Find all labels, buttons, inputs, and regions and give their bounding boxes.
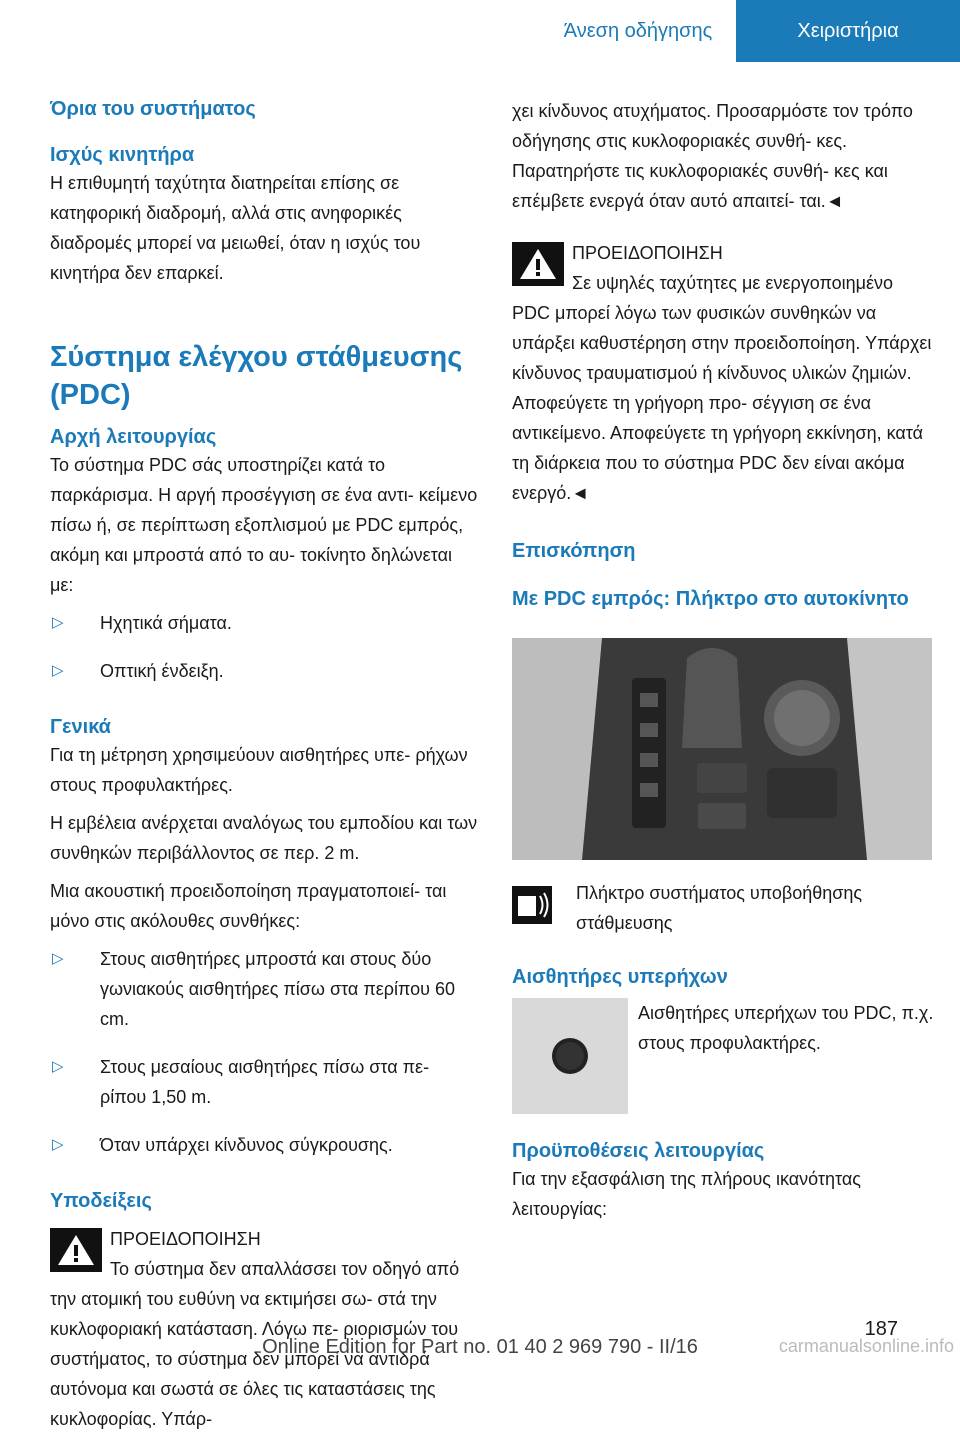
button-caption [512, 878, 932, 938]
sensors-heading: Αισθητήρες υπερήχων [512, 966, 728, 988]
general-heading: Γενικά [50, 716, 111, 738]
principle-text: Το σύστημα PDC σάς υποστηρίζει κατά το παρκάρισμα. Η αργή προσέγγιση σε ένα αντι- κείμενο πίσω ή, σε περίπτωση εξοπλισμού με PDC εμπρός, ακόμη και μπροστά από το αυ- τοκίνητο δηλώνεται με: [50, 455, 478, 595]
general-list [50, 944, 480, 1160]
warning-label: ΠΡΟΕΙΔΟΠΟΙΗΣΗ [110, 1229, 261, 1249]
list-item-text: Στους μεσαίους αισθητήρες πίσω στα πε- ρίπου 1,50 m. [100, 1057, 430, 1107]
warning-triangle-icon [512, 242, 564, 286]
bullet-triangle-icon: ▷ [52, 614, 64, 631]
bullet-triangle-icon: ▷ [52, 1136, 64, 1153]
chapter-tab: Χειριστήρια [736, 0, 960, 62]
warning-text: Σε υψηλές ταχύτητες με ενεργοποιημένο PDC μπορεί λόγω των φυσικών συνθηκών να υπάρξει καθυστέρηση στην προειδοποίηση. Υπάρχει κίνδυνος τραυματισμού ή κίνδυνος υλικών ζημιών. Αποφεύγετε τη γρήγορη προ- σέγγιση σε ένα αντικείμενο. Αποφεύγετε τη γρήγορη εκκίνηση, κατά τη διάρκεια που το σύστημα PDC δεν είναι ακόμα ενεργό.◄ [512, 273, 932, 503]
list-item-text: Όταν υπάρχει κίνδυνος σύγκρουσης. [100, 1135, 393, 1155]
overview-heading: Επισκόπηση [512, 540, 636, 562]
parking-assist-icon [512, 886, 552, 924]
sensor-section [512, 998, 932, 1116]
hints-heading: Υποδείξεις [50, 1190, 152, 1212]
caption-text: Πλήκτρο συστήματος υποβοήθησης στάθμευσης [576, 883, 863, 933]
list-item [50, 1130, 480, 1160]
right-column [512, 96, 932, 1232]
warning-block [512, 238, 932, 268]
console-photo [512, 638, 932, 860]
engine-heading: Ισχύς κινητήρα [50, 144, 195, 166]
requirements-heading: Προϋποθέσεις λειτουργίας [512, 1140, 765, 1162]
warning-label: ΠΡΟΕΙΔΟΠΟΙΗΣΗ [572, 243, 723, 263]
general-text-2: Η εμβέλεια ανέρχεται αναλόγως του εμποδίου και των συνθηκών περιβάλλοντος σε περ. 2 m. [50, 813, 478, 863]
limits-heading: Όρια του συστήματος [50, 98, 256, 120]
list-item [50, 1052, 480, 1112]
page-number: 187 [864, 1318, 898, 1340]
list-item [50, 656, 480, 686]
bullet-triangle-icon: ▷ [52, 1058, 64, 1075]
principle-list [50, 608, 480, 686]
pdc-heading: Σύστημα ελέγχου στάθμευσης (PDC) [50, 341, 463, 411]
continued-text: χει κίνδυνος ατυχήματος. Προσαρμόστε τον τρόπο οδήγησης στις κυκλοφοριακές συνθή- κες. Παρατηρήστε τις κυκλοφοριακές συνθή- κες και επέμβετε ενεργά όταν αυτό απαιτεί- ται.◄ [512, 101, 913, 211]
edition-text: Online Edition for Part no. 01 40 2 969 790 - II/16 [262, 1336, 698, 1358]
principle-heading: Αρχή λειτουργίας [50, 426, 217, 448]
list-item-text: Στους αισθητήρες μπροστά και στους δύο γωνιακούς αισθητήρες πίσω στα περίπου 60 cm. [100, 949, 456, 1029]
bullet-triangle-icon: ▷ [52, 662, 64, 679]
requirements-text: Για την εξασφάλιση της πλήρους ικανότητας λειτουργίας: [512, 1169, 861, 1219]
warning-text: Το σύστημα δεν απαλλάσσει τον οδηγό από την ατομική του ευθύνη να εκτιμήσει σω- στά την κυκλοφοριακή κατάσταση. Λόγω πε- ριορισμών του συστήματος, το σύστημα δεν μπορεί να αντιδρά αυτόνομα και σωστά σε όλες τις καταστάσεις της κυκλοφορίας. Υπάρ- [50, 1259, 460, 1429]
sensors-text: Αισθητήρες υπερήχων του PDC, π.χ. στους προφυλακτήρες. [638, 1003, 934, 1053]
warning-triangle-icon [50, 1228, 102, 1272]
page-footer [0, 1300, 960, 1362]
list-item [50, 944, 480, 1034]
page-header [0, 0, 960, 62]
warning-block [50, 1224, 480, 1254]
left-column [50, 96, 480, 1434]
list-item-text: Οπτική ένδειξη. [100, 661, 224, 681]
general-text-3: Μια ακουστική προειδοποίηση πραγματοποιεί- ται μόνο στις ακόλουθες συνθήκες: [50, 881, 447, 931]
list-item [50, 608, 480, 638]
section-label: Άνεση οδήγησης [563, 20, 713, 42]
sensor-photo [512, 998, 628, 1114]
button-heading: Με PDC εμπρός: Πλήκτρο στο αυτοκίνητο [512, 588, 909, 610]
bullet-triangle-icon: ▷ [52, 950, 64, 967]
engine-text: Η επιθυμητή ταχύτητα διατηρείται επίσης σε κατηφορική διαδρομή, αλλά στις ανηφορικές διαδρομές μπορεί να μειωθεί, όταν η ισχύς του κινητήρα δεν επαρκεί. [50, 173, 421, 283]
watermark: carmanualsonline.info [778, 1336, 954, 1356]
list-item-text: Ηχητικά σήματα. [100, 613, 232, 633]
general-text-1: Για τη μέτρηση χρησιμεύουν αισθητήρες υπε- ρήχων στους προφυλακτήρες. [50, 745, 468, 795]
